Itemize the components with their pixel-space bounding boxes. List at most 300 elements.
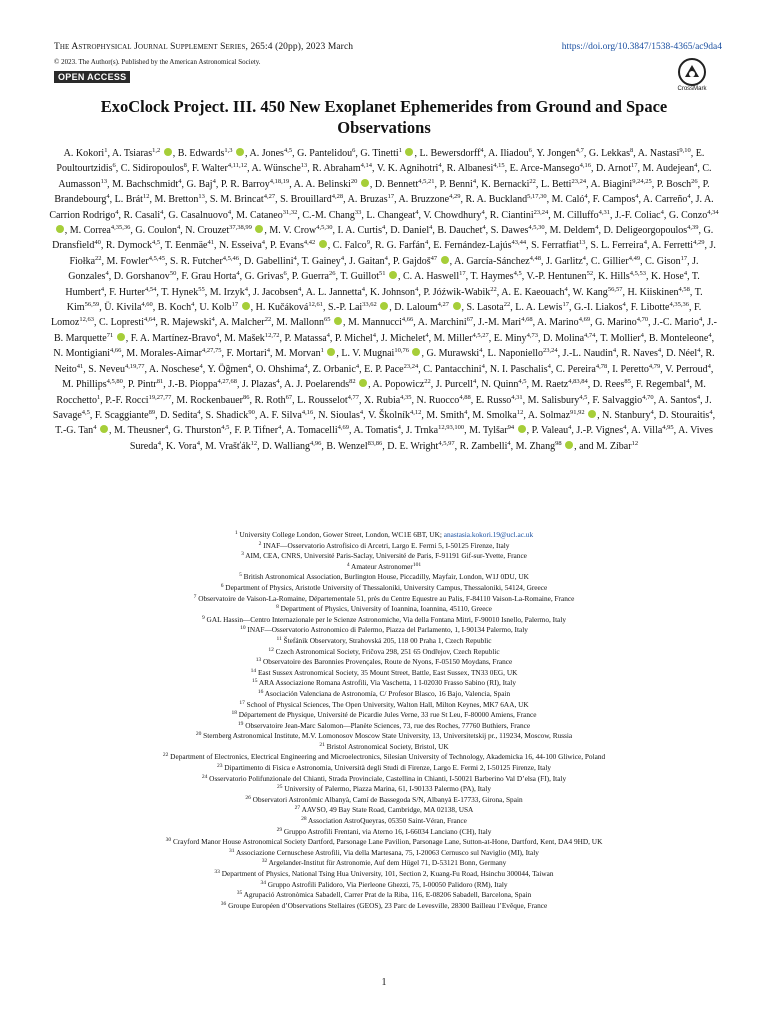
- author-entry: [659, 410, 713, 421]
- author-name: C. Gillier: [590, 255, 629, 267]
- author-entry: [270, 240, 328, 251]
- author-affiliation-marks: 4,5,80: [106, 378, 123, 386]
- author-entry: [423, 210, 484, 221]
- author-entry: [573, 287, 623, 298]
- author-affiliation-marks: 17: [231, 301, 239, 309]
- author-affiliation-marks: 4: [326, 331, 330, 339]
- author-name: G. Lekkas: [588, 148, 630, 159]
- affiliation-text: British Astronomical Association, Burlington House, Piccadilly, Mayfair, London, W1J 0DU, UK: [241, 572, 529, 582]
- author-affiliation-marks: 1,3: [224, 147, 233, 154]
- author-name: E. Fernández-Lajús: [433, 240, 512, 252]
- author-affiliation-marks: 4: [247, 362, 251, 370]
- author-name: H. Kučáková: [255, 302, 309, 314]
- author-entry: [470, 271, 521, 282]
- author-entry: [366, 210, 418, 221]
- author-name: D. Rees: [592, 379, 625, 391]
- author-name: R. Dymock: [105, 240, 152, 252]
- author-name: S. Brouillard: [280, 194, 332, 206]
- crossmark-badge[interactable]: [672, 58, 712, 92]
- author-name: V. Školník: [367, 409, 410, 421]
- affiliation-text: Observatoire de Vaison-La-Romaine, Départementale 51, près du Centre Equestre au Palis, F-84110 Vaison-La-Romaine, France: [196, 593, 575, 603]
- author-entry: [653, 317, 702, 328]
- affiliation-number: 26: [245, 794, 251, 801]
- author-affiliation-marks: 4,42: [303, 239, 316, 247]
- affiliation-text: Department of Physics, National Tsing Hua University, 101, Section 2, Kuang-Fu Road, Hsinchu 300044, Taiwan: [219, 869, 554, 878]
- author-entry: [481, 379, 526, 390]
- author-affiliation-marks: 4: [160, 208, 164, 216]
- author-entry: [112, 148, 173, 159]
- author-entry: [591, 179, 652, 190]
- affiliation-number: 13: [255, 657, 262, 664]
- orcid-icon[interactable]: [100, 425, 108, 433]
- author-name: C. Sidiropoulos: [120, 163, 184, 175]
- author-entry: [250, 148, 293, 159]
- author-affiliation-marks: 4: [622, 301, 626, 309]
- author-affiliation-marks: 4: [293, 254, 297, 262]
- author-name: G. Conzo: [668, 209, 708, 221]
- author-name: C. Pereira: [555, 363, 596, 375]
- author-entry: [160, 317, 214, 328]
- author-name: A. Ferretti: [651, 240, 694, 252]
- author-entry: [426, 348, 482, 359]
- author-name: J. Gaitan: [349, 255, 385, 267]
- author-entry: [373, 379, 431, 390]
- affiliation-text: AAVSO, 49 Bay State Road, Cambridge, MA 02138, USA: [300, 805, 474, 815]
- author-entry: [280, 194, 343, 205]
- author-name: E. Russo: [475, 394, 512, 406]
- author-affiliation-marks: 4,5: [81, 408, 90, 416]
- author-name: R. Ciantini: [489, 209, 534, 221]
- affiliation-line: [48, 562, 720, 573]
- author-affiliation-marks: 4: [227, 208, 232, 216]
- author-affiliation-marks: 90: [248, 408, 255, 416]
- orcid-icon[interactable]: [164, 148, 172, 156]
- author-name: M. Irzyk: [209, 286, 245, 298]
- author-affiliation-marks: 4: [479, 347, 483, 355]
- author-affiliation-marks: 4: [266, 347, 271, 355]
- author-name: R. Casali: [123, 209, 161, 221]
- author-affiliation-marks: 4: [212, 177, 216, 185]
- author-affiliation-marks: 4: [298, 285, 302, 293]
- author-name: M. Mallonn: [276, 317, 325, 329]
- author-affiliation-marks: 4: [372, 331, 376, 339]
- orcid-icon[interactable]: [405, 148, 413, 156]
- paper-title: ExoClock Project. III. 450 New Exoplanet Ephemerides from Ground and Space Observations: [100, 97, 668, 137]
- author-entry: [205, 441, 257, 452]
- author-entry: [131, 333, 220, 344]
- author-affiliation-marks: 17: [387, 193, 395, 201]
- author-entry: [252, 163, 308, 174]
- author-affiliation-marks: 26: [691, 177, 698, 185]
- author-entry: [532, 379, 588, 390]
- author-entry: [173, 425, 229, 436]
- author-affiliation-marks: 9,10: [679, 147, 691, 154]
- author-affiliation-marks: 4: [384, 254, 388, 262]
- author-name: J.-F. Coliac: [615, 209, 661, 221]
- journal-issue: , 265:4 (20pp), 2023 March: [245, 42, 354, 52]
- author-name: D. Stouraitis: [658, 409, 710, 421]
- author-name: T. Guillot: [340, 271, 379, 283]
- author-affiliation-marks: 51: [378, 270, 386, 278]
- author-name: A. Tsiaras: [111, 148, 153, 159]
- author-name: M. Rockenbauer: [176, 394, 243, 406]
- author-name: N. I. Paschalis: [489, 363, 548, 375]
- author-affiliation-marks: 4: [361, 285, 366, 293]
- author-affiliation-marks: 4,16: [301, 408, 314, 416]
- orcid-icon[interactable]: [380, 302, 388, 310]
- author-affiliation-marks: 81: [156, 378, 164, 386]
- affiliation-line: [48, 848, 720, 859]
- author-affiliation-marks: 4: [708, 331, 712, 339]
- author-affiliation-marks: 4: [191, 301, 195, 309]
- page-number: 1: [381, 977, 387, 988]
- author-affiliation-marks: 4: [697, 347, 701, 355]
- author-name: J.-M. Mari: [478, 317, 522, 329]
- author-entry: [469, 425, 527, 436]
- author-affiliation-marks: 4: [355, 362, 360, 370]
- affiliation-line: [48, 869, 720, 880]
- author-entry: [242, 379, 280, 390]
- author-affiliation-marks: 4: [278, 424, 282, 432]
- affiliation-text: Sternberg Astronomical Institute, M.V. Lomonosov Moscow State University, 13, Universitetskij pr., 119234, Moscow, Russia: [201, 731, 573, 741]
- author-entry: [665, 364, 711, 375]
- author-entry: [403, 271, 466, 282]
- author-entry: [302, 256, 345, 267]
- affiliation-text: ARA Associazione Romana Astrofili, Via Vaschetta, 1 I-02030 Frasso Sabino (RI), Italy: [257, 678, 516, 688]
- author-affiliation-marks: 4,15: [493, 162, 505, 170]
- author-name: R. Zambelli: [459, 440, 508, 452]
- affiliation-text: INAF—Osservatorio Astrofisico di Arcetri, Largo E. Fermi 5, I-50125 Firenze, Italy: [261, 540, 510, 550]
- author-affiliation-marks: 19,27,77: [148, 393, 172, 401]
- affiliation-line: [48, 805, 720, 816]
- author-name: A. Kokori: [63, 148, 105, 159]
- author-name: A. F. Silva: [259, 409, 302, 421]
- author-affiliation-marks: 4,18,19: [269, 177, 290, 185]
- author-entry: [596, 441, 638, 452]
- author-name: D. Néel: [666, 348, 698, 360]
- author-name: T. Humbert: [65, 271, 700, 298]
- author-entry: [465, 194, 546, 205]
- author-affiliation-marks: 4,19,77: [124, 362, 145, 370]
- author-name: A. Marchini: [417, 317, 467, 329]
- author-affiliation-marks: 4: [635, 193, 639, 201]
- author-name: S. M. Brincat: [209, 194, 264, 206]
- author-entry: [294, 179, 370, 190]
- author-affiliation-marks: 56,57: [607, 285, 623, 293]
- orcid-icon[interactable]: [518, 425, 526, 433]
- author-affiliation-marks: 4,28: [331, 193, 344, 201]
- author-entry: [292, 271, 336, 282]
- copyright-notice: © 2023. The Author(s). Published by the American Astronomical Society.: [54, 58, 261, 66]
- affiliation-number: 14: [250, 667, 257, 674]
- author-entry: [591, 256, 640, 267]
- author-name: G. Murawski: [426, 348, 480, 360]
- author-name: E. Miny: [493, 332, 527, 344]
- author-entry: [192, 163, 247, 174]
- orcid-icon[interactable]: [319, 240, 327, 248]
- author-entry: [657, 179, 698, 190]
- author-affiliation-marks: 4: [640, 331, 644, 339]
- author-name: R. G. Farfán: [374, 240, 425, 252]
- author-name: F. Campos: [592, 194, 636, 206]
- author-affiliation-marks: 22: [424, 378, 431, 386]
- affiliation-line: [48, 541, 720, 552]
- author-name: A. Biagini: [590, 178, 633, 190]
- affiliation-text: Štefánik Observatory, Strahovská 205, 118 00 Praha 1, Czech Republic: [281, 635, 492, 645]
- author-entry: [254, 395, 292, 406]
- author-entry: [284, 379, 368, 390]
- orcid-icon[interactable]: [453, 302, 461, 310]
- affiliation-line: [48, 784, 720, 795]
- author-affiliation-marks: 4,27: [437, 301, 449, 309]
- author-affiliation-marks: 4,31: [511, 393, 523, 401]
- affiliation-number: 12: [268, 646, 274, 653]
- author-entry: [181, 271, 239, 282]
- author-entry: [666, 348, 700, 359]
- author-entry: [236, 210, 297, 221]
- affiliation-number: 10: [240, 625, 246, 632]
- author-affiliation-marks: 4,5: [221, 424, 230, 432]
- author-entry: [335, 333, 376, 344]
- affiliation-text: INAF—Osservatorio Astronomico di Palermo, Piazza del Parlamento, 1, I-90134 Palermo, Italy: [245, 625, 528, 635]
- author-entry: [53, 348, 121, 359]
- author-name: J. Michelet: [380, 332, 426, 344]
- affiliation-line: [48, 763, 720, 774]
- author-name: T. Haymes: [470, 271, 514, 283]
- author-affiliation-marks: 4,78: [595, 362, 608, 370]
- orcid-icon[interactable]: [588, 410, 596, 418]
- author-entry: [454, 256, 541, 267]
- orcid-icon[interactable]: [242, 302, 250, 310]
- author-name: R. Albanesi: [446, 163, 494, 175]
- author-entry: [527, 271, 594, 282]
- author-entry: [297, 395, 359, 406]
- affiliation-line: [48, 816, 720, 827]
- author-entry: [364, 395, 411, 406]
- author-entry: [161, 287, 205, 298]
- journal-name: The Astrophysical Journal Supplement Series: [54, 42, 246, 52]
- author-entry: [256, 364, 308, 375]
- affiliation-line: [48, 858, 720, 869]
- author-affiliation-marks: 4: [381, 224, 386, 232]
- author-name: M. Cilluffo: [553, 209, 599, 221]
- author-affiliation-marks: 12,61: [308, 301, 323, 309]
- orcid-icon[interactable]: [441, 256, 449, 264]
- author-name: A. Tomatis: [353, 425, 398, 437]
- author-name: I. Peretto: [612, 363, 649, 375]
- author-name: N. Esseiva: [218, 240, 262, 252]
- affiliation-number: 22: [162, 752, 169, 759]
- author-entry: [333, 240, 370, 251]
- author-name: R. A. Buckland: [465, 194, 528, 206]
- author-entry: [423, 287, 496, 298]
- affiliation-line: [48, 530, 720, 541]
- author-affiliation-marks: 4,95: [662, 424, 674, 432]
- author-affiliation-marks: 4: [696, 393, 701, 401]
- author-entry: [393, 256, 450, 267]
- orcid-icon[interactable]: [236, 148, 244, 156]
- author-affiliation-marks: 10,76: [394, 347, 409, 355]
- author-affiliation-marks: 4: [236, 270, 240, 278]
- author-name: M. Mašek: [224, 332, 265, 344]
- author-affiliation-marks: 1: [320, 347, 324, 355]
- author-name: B. Wenzel: [326, 440, 368, 452]
- author-name: V. K. Agnihotri: [376, 163, 439, 175]
- affiliation-line: [48, 752, 720, 763]
- author-affiliation-marks: 4,16: [579, 162, 591, 170]
- author-affiliation-marks: 17: [459, 270, 466, 278]
- author-entry: [158, 302, 195, 313]
- author-affiliation-marks: 4,5: [283, 147, 293, 154]
- orcid-icon[interactable]: [327, 348, 335, 356]
- author-name: J. Jacobsen: [253, 286, 298, 298]
- author-email-link[interactable]: anastasia.kokori.19@ucl.ac.uk: [443, 530, 534, 539]
- author-entry: [226, 348, 270, 359]
- author-entry: [643, 194, 691, 205]
- author-affiliation-marks: 4,29: [449, 193, 461, 201]
- author-name: L. Betti: [540, 178, 572, 190]
- affiliation-line: [48, 880, 720, 891]
- author-name: R. Roth: [254, 394, 286, 406]
- author-entry: [123, 210, 163, 221]
- author-name: X. Rubia: [364, 394, 401, 406]
- author-entry: [494, 333, 538, 344]
- author-affiliation-marks: 12,93,100: [438, 424, 465, 432]
- affiliation-line: [48, 774, 720, 785]
- author-name: M. Smith: [426, 409, 465, 421]
- author-name: M. Miller: [433, 332, 473, 344]
- author-affiliation-marks: 37,38,99: [229, 224, 252, 232]
- author-affiliation-marks: 12: [631, 439, 639, 447]
- author-entry: [576, 425, 626, 436]
- author-entry: [532, 425, 572, 436]
- author-name: M. Zíbar: [596, 440, 632, 452]
- author-affiliation-marks: 4: [415, 285, 419, 293]
- author-entry: [341, 348, 421, 359]
- author-name: D. Arnot: [595, 163, 631, 175]
- author-entry: [275, 348, 336, 359]
- affiliation-text: Observatori Astronòmic Albanyà, Camí de Bassegoda S/N, Albanyà E-17733, Girona, Spain: [250, 794, 523, 804]
- author-affiliation-marks: 4: [698, 316, 703, 324]
- author-affiliation-marks: 4,5,27: [472, 331, 489, 339]
- author-entry: [476, 395, 523, 406]
- author-entry: [651, 240, 704, 251]
- orcid-icon[interactable]: [359, 379, 367, 387]
- author-name: A. Malcher: [219, 317, 265, 329]
- orcid-icon[interactable]: [565, 441, 573, 449]
- author-name: G. Casalnuovo: [168, 209, 228, 221]
- author-entry: [210, 194, 275, 205]
- orcid-icon[interactable]: [117, 333, 125, 341]
- author-name: A. Bruzzone: [398, 194, 450, 206]
- author-entry: [185, 225, 264, 236]
- author-affiliation-marks: 4: [397, 424, 401, 432]
- author-name: F. Regembal: [635, 379, 687, 391]
- author-name: D. E. Wright: [387, 440, 439, 452]
- author-entry: [284, 333, 329, 344]
- author-name: P. Valeau: [531, 425, 569, 437]
- author-affiliation-marks: 4,79: [648, 362, 661, 370]
- author-entry: [349, 256, 388, 267]
- author-affiliation-marks: 67: [466, 316, 474, 324]
- author-name: U. Kolb: [199, 302, 232, 314]
- author-affiliation-marks: 4,70: [636, 316, 649, 324]
- author-affiliation-marks: 23,24: [533, 208, 549, 216]
- affiliation-line: [48, 668, 720, 679]
- journal-citation: [54, 42, 353, 52]
- affiliation-text: Observatoire des Baronnies Provençales, Route de Nyons, F-05150 Moydans, France: [261, 657, 513, 667]
- author-name: N. Stanbury: [602, 409, 651, 421]
- author-affiliation-marks: 17: [630, 162, 638, 170]
- affiliation-number: 33: [214, 869, 220, 875]
- author-affiliation-marks: 4: [472, 378, 477, 386]
- affiliation-line: [48, 604, 720, 615]
- orcid-icon[interactable]: [56, 225, 64, 233]
- author-entry: [370, 287, 418, 298]
- author-name: P. Matassa: [284, 332, 327, 344]
- doi-link[interactable]: https://doi.org/10.3847/1538-4365/ac9da4: [561, 42, 722, 52]
- author-name: C. Lopresti: [99, 317, 144, 329]
- orcid-icon[interactable]: [255, 225, 263, 233]
- author-affiliation-marks: 4: [100, 285, 105, 293]
- author-affiliation-marks: 4: [304, 362, 308, 370]
- author-name: G. Baj: [186, 178, 213, 190]
- author-entry: [490, 364, 551, 375]
- author-affiliation-marks: 52: [586, 270, 594, 278]
- author-list: A. Kokori$^1$, A. Tsiaras$^{1,2}$ , B. Edwards$^{1,3}$ , A. Jones$^{4,5}$, G. Pantelidou$^6$, G. Tinetti$^1$ , L. Bewersdorff$^4$, A. Iliadou$^6$, Y. Jongen$^{4,7}$, G. Lekkas$^8$, A. Nastasi$^{9,10}$, E. Poultourtzidis$^6$, C. Sidiropoulos$^8$, F. Walter$^{4,11,12}$, A. Wünsche$^{13}$, R. Abraham$^{4,14}$, V. K. Agnihotri$^4$, R. Albanesi$^{4,15}$, E. Arce-Mansego$^{4,16}$, D. Arnot$^{17}$, M. Audejean$^4$, C. Aumasson$^{13}$, M. Bachschmidt$^4$, G. Baj$^4$, P. R. Barroy$^{4,18,19}$, A. A. Belinski$^{20}$ , D. Bennett$^{4,5,21}$, P. Benni$^4$, K. Bernacki$^{22}$, L. Betti$^{23,24}$, A. Biagini$^{9,24,25}$, P. Bosch$^{26}$, P. Brandebourg$^4$, L. Brát$^{12}$, M. Bretton$^{13}$, S. M. Brincat$^{4,27}$, S. Brouillard$^{4,28}$, A. Bruzas$^{17}$, A. Bruzzone$^{4,29}$, R. A. Buckland$^{5,17,30}$, M. Caló$^4$, F. Campos$^4$, A. Carreño$^4$, J. A. Carrion Rodrigo$^4$, R. Casali$^4$, G. Casalnuovo$^4$, M. Cataneo$^{31,32}$, C.-M. Chang$^{33}$, L. Changeat$^4$, V. Chowdhury$^4$, R. Ciantini$^{23,24}$, M. Cilluffo$^{4,31}$, J.-F. Coliac$^4$, G. Conzo$^{4,34}$ , M. Correa$^{4,35,36}$, G. Coulon$^4$, N. Crouzet$^{37,38,99}$ , M. V. Crow$^{4,5,30}$, I. A. Curtis$^4$, D. Daniel$^4$, B. Dauchet$^4$, S. Dawes$^{4,5,30}$, M. Deldem$^4$, D. Deligeorgopoulos$^{4,39}$, G. Dransfield$^{40}$, R. Dymock$^{4,5}$, T. Eenmäe$^{41}$, N. Esseiva$^4$, P. Evans$^{4,42}$ , C. Falco$^9$, R. G. Farfán$^4$, E. Fernández-Lajús$^{43,44}$, S. Ferratfiat$^{13}$, S. L. Ferreira$^4$, A. Ferretti$^{4,29}$, J. Fiołka$^{22}$, M. Fowler$^{4,5,45}$, S. R. Futcher$^{4,5,46}$, D. Gabellini$^4$, T. Gainey$^4$, J. Gaitan$^4$, P. Gajdoš$^{47}$ , A. García-Sánchez$^{4,48}$, J. Garlitz$^4$, C. Gillier$^{4,49}$, C. Gison$^{17}$, J. Gonzales$^4$, D. Gorshanov$^{50}$, F. Grau Horta$^4$, G. Grivas$^6$, P. Guerra$^{26}$, T. Guillot$^{51}$ , C. A. Haswell$^{17}$, T. Haymes$^{4,5}$, V.-P. Hentunen$^{52}$, K. Hills$^{4,5,53}$, K. Hose$^4$, T. Humbert$^4$, F. Hurter$^{4,54}$, T. Hynek$^{55}$, M. Irzyk$^4$, J. Jacobsen$^4$, A. L. Jannetta$^4$, K. Johnson$^4$, P. Jóźwik-Wabik$^{22}$, A. E. Kaeouach$^4$, W. Kang$^{56,57}$, H. Kiiskinen$^{4,58}$, T. Kim$^{56,59}$, Ü. Kivila$^{4,60}$, B. Koch$^4$, U. Kolb$^{17}$ , H. Kučáková$^{12,61}$, S.-P. Lai$^{33,62}$ , D. Laloum$^{4,27}$ , S. Lasota$^{22}$, L. A. Lewis$^{17}$, G.-I. Liakos$^4$, F. Libotte$^{4,35,36}$, F. Lomoz$^{12,63}$, C. Lopresti$^{4,64}$, R. Majewski$^4$, A. Malcher$^{22}$, M. Mallonn$^{65}$ , M. Mannucci$^{4,66}$, A. Marchini$^{67}$, J.-M. Mari$^{4,68}$, A. Marino$^{4,69}$, G. Marino$^{4,70}$, J.-C. Mario$^4$, J.-B. Marquette$^{71}$ , F. A. Martínez-Bravo$^4$, M. Mašek$^{12,72}$, P. Matassa$^4$, P. Michel$^4$, J. Michelet$^4$, M. Miller$^{4,5,27}$, E. Miny$^{4,73}$, D. Molina$^{4,74}$, T. Mollier$^4$, B. Monteleone$^4$, N. Montigiani$^{4,66}$, M. Morales-Aimar$^{4,27,75}$, F. Mortari$^4$, M. Morvan$^1$ , L. V. Mugnai$^{10,76}$ , G. Murawski$^4$, L. Naponiello$^{23,24}$, J.-L. Naudin$^4$, R. Naves$^4$, D. Néel$^4$, R. Neito$^{41}$, S. Neveu$^{4,19,77}$, A. Noschese$^4$, Y. Öğmen$^4$, O. Ohshima$^4$, Z. Orbanic$^4$, E. P. Pace$^{23,24}$, C. Pantacchini$^4$, N. I. Paschalis$^4$, C. Pereira$^{4,78}$, I. Peretto$^{4,79}$, V. Perroud$^4$, M. Phillips$^{4,5,80}$, P. Pintr$^{81}$, J.-B. Pioppa$^{4,27,68}$, J. Plazas$^4$, A. J. Poelarends$^{82}$ , A. Popowicz$^{22}$, J. Purcell$^4$, N. Quinn$^{4,5}$, M. Raetz$^{4,83,84}$, D. Rees$^{85}$, F. Regembal$^4$, M. Rocchetto$^1$, P.-F. Rocci$^{19,27,77}$, M. Rockenbauer$^{86}$, R. Roth$^{67}$, L. Rousselot$^{4,77}$, X. Rubia$^{4,35}$, N. Ruocco$^{4,88}$, E. Russo$^{4,31}$, M. Salisbury$^{4,5}$, F. Salvaggio$^{4,70}$, A. Santos$^4$, J. Savage$^{4,5}$, F. Scaggiante$^{89}$, D. Sedita$^4$, S. Shadick$^{90}$, A. F. Silva$^{4,16}$, N. Sioulas$^4$, V. Školník$^{4,12}$, M. Smith$^4$, M. Smolka$^{12}$, A. Solmaz$^{91,92}$ , N. Stanbury$^4$, D. Stouraitis$^4$, T.-G. Tan$^4$ , M. Theusner$^4$, G. Thurston$^{4,5}$, F. P. Tifner$^4$, A. Tomacelli$^{4,69}$, A. Tomatis$^4$, J. Trnka$^{12,93,100}$, M. Tylšar$^{94}$ , P. Valeau$^4$, J.-P. Vignes$^4$, A. Villa$^{4,95}$, A. Vives Sureda$^4$, K. Vora$^4$, M. Vrašťák$^{12}$, D. Walliang$^{4,96}$, B. Wenzel$^{83,86}$, D. E. Wright$^{4,5,97}$, R. Zambelli$^4$, M. Zhang$^{98}$ , and M. Zíbar$^{12}$: [49, 147, 719, 452]
- author-name: A. Marino: [537, 317, 579, 329]
- author-entry: [154, 194, 204, 205]
- orcid-icon[interactable]: [334, 317, 342, 325]
- affiliation-line: [48, 700, 720, 711]
- crossmark-label: CrossMark: [677, 86, 707, 92]
- author-name: R. Majewski: [160, 317, 212, 329]
- author-name: A. Iliadou: [488, 148, 529, 159]
- author-entry: [306, 287, 365, 298]
- author-entry: [556, 364, 607, 375]
- author-entry: [55, 425, 109, 436]
- author-entry: [348, 194, 395, 205]
- author-entry: [128, 379, 163, 390]
- orcid-icon[interactable]: [361, 179, 369, 187]
- author-name: P.-F. Rocci: [105, 394, 149, 406]
- author-entry: [589, 148, 633, 159]
- author-affiliation-marks: 4: [157, 439, 161, 447]
- author-name: S. R. Futcher: [170, 255, 223, 267]
- author-affiliation-marks: 22: [503, 301, 511, 309]
- author-entry: [199, 302, 250, 313]
- author-affiliation-marks: 4,64: [144, 316, 156, 324]
- author-affiliation-marks: 4,14: [360, 162, 372, 170]
- author-entry: [574, 302, 626, 313]
- author-affiliation-marks: 4,12: [410, 408, 422, 416]
- author-entry: [433, 240, 526, 251]
- author-affiliation-marks: 1: [398, 147, 402, 154]
- author-entry: [488, 148, 532, 159]
- author-name: S. Shadick: [205, 409, 249, 421]
- author-affiliation-marks: 67: [285, 393, 293, 401]
- author-affiliation-marks: 23,24: [543, 347, 558, 355]
- author-affiliation-marks: 12: [516, 408, 524, 416]
- affiliation-number: 36: [220, 900, 227, 907]
- author-entry: [631, 302, 689, 313]
- orcid-icon[interactable]: [412, 348, 420, 356]
- orcid-icon[interactable]: [389, 271, 397, 279]
- affiliation-line: [48, 678, 720, 689]
- author-entry: [109, 287, 156, 298]
- author-entry: [107, 256, 165, 267]
- author-name: C. Falco: [332, 240, 367, 252]
